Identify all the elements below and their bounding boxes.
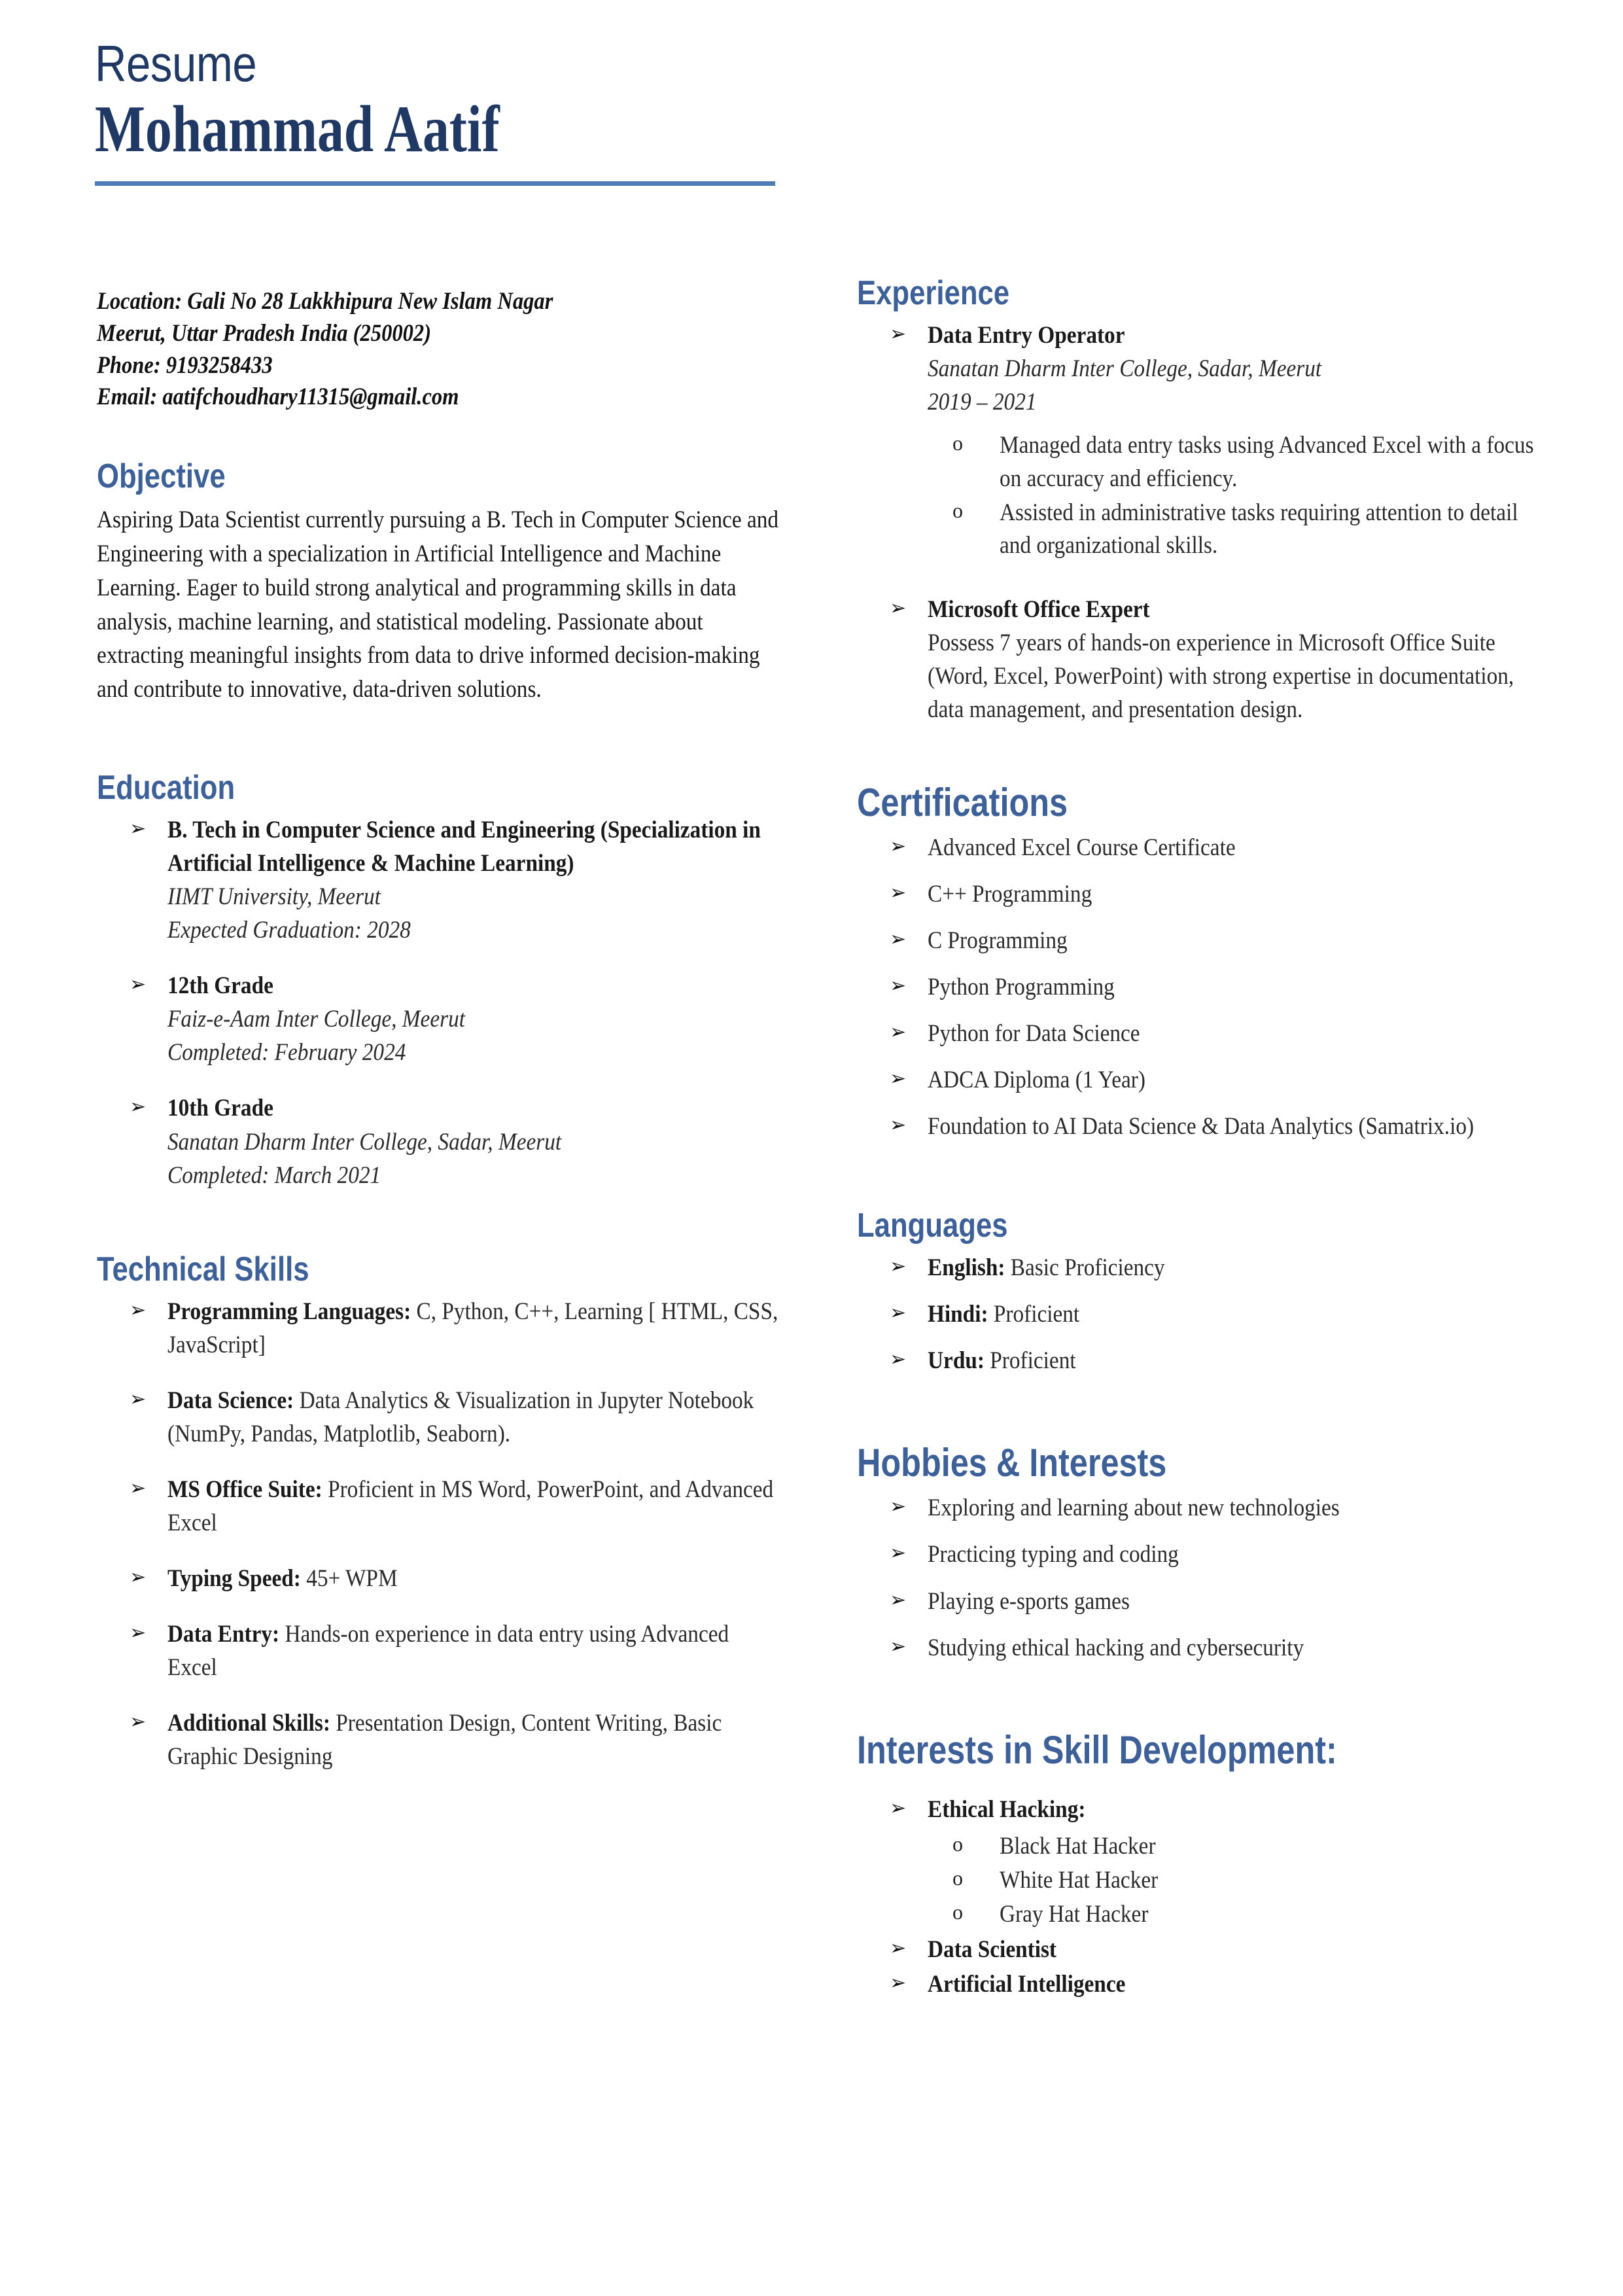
list-item — [97, 1617, 784, 1684]
arrow-bullet-icon: ➢ — [890, 1255, 907, 1279]
certification-name: Advanced Excel Course Certificate — [928, 834, 1236, 861]
list-item — [97, 1295, 784, 1362]
language-level: Proficient — [984, 1347, 1076, 1375]
contact-phone: Phone: 9193258433 — [97, 351, 273, 379]
left-column — [97, 458, 784, 1795]
list-item — [857, 1631, 1550, 1665]
arrow-bullet-icon: ➢ — [890, 596, 907, 620]
circle-bullet-icon: o — [952, 1900, 963, 1924]
list-item — [857, 831, 1550, 864]
section-heading-education: Education — [97, 768, 236, 807]
skill-interest-sub: Gray Hat Hacker — [1000, 1901, 1149, 1928]
list-item — [857, 924, 1550, 957]
arrow-bullet-icon: ➢ — [890, 323, 907, 346]
section-hobbies — [857, 1441, 1550, 1664]
arrow-bullet-icon: ➢ — [890, 1348, 907, 1371]
section-heading-technical-skills: Technical Skills — [97, 1250, 309, 1288]
language-level: Basic Proficiency — [1005, 1254, 1165, 1282]
skill-interest-sub: White Hat Hacker — [1000, 1866, 1159, 1894]
certification-name: Python Programming — [928, 973, 1115, 1000]
candidate-name: Mohammad Aatif — [95, 92, 500, 167]
arrow-bullet-icon: ➢ — [130, 1387, 147, 1411]
list-item — [857, 1585, 1550, 1618]
list-item — [928, 497, 1550, 563]
skill-label: Typing Speed: — [167, 1565, 301, 1593]
resume-header — [95, 35, 778, 186]
arrow-bullet-icon: ➢ — [890, 1634, 907, 1658]
language-name: Urdu: — [928, 1347, 985, 1375]
language-name: English: — [928, 1254, 1005, 1282]
arrow-bullet-icon: ➢ — [130, 1710, 147, 1734]
certification-name: Foundation to AI Data Science & Data Analytics (Samatrix.io) — [928, 1113, 1475, 1140]
arrow-bullet-icon: ➢ — [890, 974, 907, 997]
right-column — [857, 275, 1550, 2005]
list-item — [97, 969, 784, 1069]
section-education — [97, 769, 784, 1192]
arrow-bullet-icon: ➢ — [890, 1588, 907, 1612]
skill-label: Data Science: — [167, 1386, 294, 1414]
arrow-bullet-icon: ➢ — [890, 1971, 907, 1994]
education-title: 12th Grade — [167, 972, 273, 1000]
experience-date: 2019 – 2021 — [928, 389, 1037, 416]
skill-label: Additional Skills: — [167, 1710, 330, 1737]
arrow-bullet-icon: ➢ — [130, 1298, 147, 1322]
list-item — [857, 1017, 1550, 1050]
education-org: IIMT University, Meerut — [167, 883, 381, 911]
circle-bullet-icon: o — [952, 431, 963, 455]
list-item — [97, 813, 784, 947]
header-divider — [95, 181, 775, 186]
list-item — [857, 1063, 1550, 1097]
contact-location-line2: Meerut, Uttar Pradesh India (250002) — [97, 319, 432, 347]
section-heading-skill-development: Interests in Skill Development: — [857, 1727, 1337, 1772]
experience-list — [857, 319, 1550, 726]
experience-title: Microsoft Office Expert — [928, 595, 1150, 623]
arrow-bullet-icon: ➢ — [890, 1542, 907, 1565]
section-heading-experience: Experience — [857, 274, 1010, 312]
languages-list — [857, 1251, 1550, 1377]
arrow-bullet-icon: ➢ — [890, 1936, 907, 1960]
arrow-bullet-icon: ➢ — [130, 1095, 147, 1119]
section-heading-certifications: Certifications — [857, 780, 1068, 824]
circle-bullet-icon: o — [952, 1831, 963, 1856]
experience-detail-list — [928, 429, 1550, 562]
list-item — [857, 1968, 1550, 2001]
certifications-list — [857, 831, 1550, 1143]
list-item — [857, 1793, 1550, 1932]
list-item — [97, 1473, 784, 1540]
experience-description: Possess 7 years of hands-on experience in Microsoft Office Suite (Word, Excel, PowerPoint) with strong expertise in documentation, data management, and presentation design. — [928, 629, 1514, 723]
certification-name: C++ Programming — [928, 880, 1092, 908]
education-date: Expected Graduation: 2028 — [167, 917, 411, 944]
arrow-bullet-icon: ➢ — [890, 1020, 907, 1044]
hobby-item: Practicing typing and coding — [928, 1541, 1179, 1568]
contact-block — [97, 286, 777, 414]
skill-interest-sub: Black Hat Hacker — [1000, 1832, 1156, 1860]
list-item — [97, 1562, 784, 1595]
list-item — [857, 1251, 1550, 1284]
hobby-item: Exploring and learning about new technologies — [928, 1494, 1340, 1522]
education-title: 10th Grade — [167, 1095, 273, 1122]
skill-value: Proficient in MS Word, PowerPoint, and Advanced Excel — [167, 1476, 774, 1537]
document-type-label: Resume — [95, 35, 257, 92]
section-certifications — [857, 781, 1550, 1143]
section-heading-hobbies: Hobbies & Interests — [857, 1441, 1167, 1485]
technical-skills-list — [97, 1295, 784, 1774]
list-item — [97, 1091, 784, 1192]
education-date: Completed: March 2021 — [167, 1161, 381, 1189]
objective-text: Aspiring Data Scientist currently pursuing a B. Tech in Computer Science and Engineering with a specialization in Artificial Intelligence and Machine Learning. Eager to build strong analytical and programming skills in data analysis, machine learning, and statistical modeling. Passionate about extracting meaningful insights from data to drive informed decision-making and contribute to innovative, data-driven solutions. — [97, 506, 779, 703]
skill-label: Data Entry: — [167, 1621, 280, 1648]
contact-location-line1: Location: Gali No 28 Lakkhipura New Islam Nagar — [97, 288, 553, 315]
certification-name: C Programming — [928, 927, 1068, 954]
section-skill-development — [857, 1729, 1550, 2001]
list-item — [857, 1933, 1550, 1966]
language-level: Proficient — [988, 1301, 1080, 1328]
arrow-bullet-icon: ➢ — [130, 817, 147, 841]
skill-development-sublist — [928, 1830, 1550, 1932]
list-item — [857, 593, 1550, 726]
skill-value: Presentation Design, Content Writing, Basic Graphic Designing — [167, 1710, 722, 1771]
section-heading-objective: Objective — [97, 457, 226, 495]
certification-name: Python for Data Science — [928, 1019, 1140, 1047]
experience-detail: Assisted in administrative tasks requiring attention to detail and organizational skills. — [1000, 499, 1518, 559]
skill-interest-label: Data Scientist — [928, 1935, 1057, 1963]
list-item — [857, 1110, 1550, 1143]
arrow-bullet-icon: ➢ — [890, 1114, 907, 1137]
skill-interest-label: Ethical Hacking: — [928, 1795, 1086, 1823]
list-item — [928, 1864, 1550, 1897]
arrow-bullet-icon: ➢ — [890, 1495, 907, 1519]
skill-label: Programming Languages: — [167, 1298, 411, 1325]
arrow-bullet-icon: ➢ — [130, 1477, 147, 1500]
education-date: Completed: February 2024 — [167, 1039, 406, 1067]
list-item — [97, 1706, 784, 1773]
hobby-item: Playing e-sports games — [928, 1587, 1130, 1615]
experience-title: Data Entry Operator — [928, 322, 1125, 349]
skill-value: 45+ WPM — [300, 1565, 398, 1593]
section-technical-skills — [97, 1251, 784, 1774]
arrow-bullet-icon: ➢ — [890, 1301, 907, 1325]
arrow-bullet-icon: ➢ — [890, 881, 907, 904]
skill-development-list — [857, 1793, 1550, 2001]
list-item — [857, 1491, 1550, 1525]
certification-name: ADCA Diploma (1 Year) — [928, 1067, 1145, 1093]
education-org: Faiz-e-Aam Inter College, Meerut — [167, 1006, 465, 1033]
list-item — [97, 1384, 784, 1451]
arrow-bullet-icon: ➢ — [890, 834, 907, 858]
education-org: Sanatan Dharm Inter College, Sadar, Meerut — [167, 1128, 562, 1156]
list-item — [857, 970, 1550, 1004]
list-item — [857, 877, 1550, 911]
circle-bullet-icon: o — [952, 1865, 963, 1890]
circle-bullet-icon: o — [952, 498, 963, 522]
experience-detail: Managed data entry tasks using Advanced Excel with a focus on accuracy and efficiency. — [1000, 432, 1534, 492]
language-name: Hindi: — [928, 1301, 988, 1328]
hobbies-list — [857, 1491, 1550, 1664]
list-item — [857, 319, 1550, 562]
skill-interest-label: Artificial Intelligence — [928, 1970, 1126, 1998]
arrow-bullet-icon: ➢ — [130, 973, 147, 997]
list-item — [857, 1344, 1550, 1377]
hobby-item: Studying ethical hacking and cybersecurity — [928, 1634, 1304, 1661]
education-title: B. Tech in Computer Science and Engineering (Specialization in Artificial Intelligence & Machine Learning) — [167, 817, 761, 877]
arrow-bullet-icon: ➢ — [890, 1796, 907, 1820]
experience-org: Sanatan Dharm Inter College, Sadar, Meerut — [928, 355, 1322, 383]
list-item — [928, 1830, 1550, 1863]
section-languages — [857, 1207, 1550, 1377]
arrow-bullet-icon: ➢ — [890, 1067, 907, 1090]
list-item — [928, 1898, 1550, 1931]
list-item — [928, 429, 1550, 495]
arrow-bullet-icon: ➢ — [890, 927, 907, 951]
list-item — [857, 1538, 1550, 1571]
arrow-bullet-icon: ➢ — [130, 1566, 147, 1589]
contact-email[interactable]: Email: aatifchoudhary11315@gmail.com — [97, 383, 459, 411]
section-experience — [857, 275, 1550, 726]
education-list — [97, 813, 784, 1192]
section-heading-languages: Languages — [857, 1207, 1008, 1245]
skill-value: Data Analytics & Visualization in Jupyter Notebook (NumPy, Pandas, Matplotlib, Seaborn). — [167, 1386, 754, 1447]
skill-label: MS Office Suite: — [167, 1476, 323, 1503]
section-objective — [97, 458, 784, 707]
skill-value: Hands-on experience in data entry using Advanced Excel — [167, 1621, 729, 1682]
skill-value: C, Python, C++, Learning [ HTML, CSS, JavaScript] — [167, 1298, 778, 1358]
list-item — [857, 1298, 1550, 1331]
arrow-bullet-icon: ➢ — [130, 1621, 147, 1645]
